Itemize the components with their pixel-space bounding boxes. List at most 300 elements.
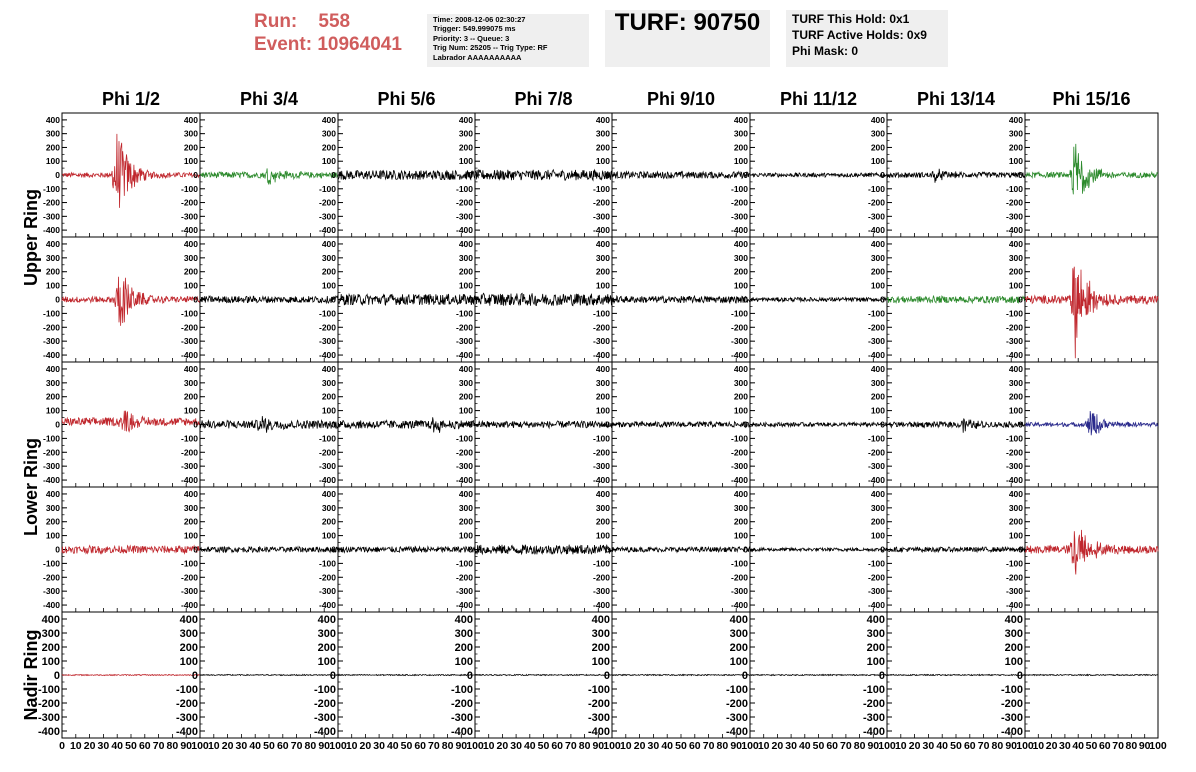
y-tick-label: -200 (318, 197, 336, 208)
y-tick-label: -100 (1005, 433, 1023, 444)
x-tick-label: 90 (318, 740, 331, 752)
x-tick-label: 70 (1112, 740, 1124, 752)
x-tick-label: 20 (908, 740, 921, 752)
x-tick-label: 90 (1005, 740, 1018, 752)
x-tick-label: 80 (853, 740, 866, 752)
y-tick-label: -300 (862, 711, 885, 724)
y-tick-label: 300 (870, 377, 885, 388)
x-tick-label: 70 (977, 740, 990, 752)
x-tick-label: 90 (1138, 740, 1151, 752)
y-tick-label: 400 (458, 114, 473, 125)
y-tick-label: -300 (592, 586, 610, 597)
y-tick-label: 400 (454, 613, 473, 626)
x-tick-label: 60 (688, 740, 701, 752)
waveform-trace (1025, 144, 1158, 195)
y-tick-label: 300 (1004, 627, 1023, 640)
x-tick-label: 40 (111, 740, 124, 752)
waveform-trace (475, 170, 612, 180)
y-tick-label: -200 (1000, 697, 1023, 710)
y-tick-label: 300 (591, 627, 610, 640)
y-tick-label: -300 (455, 461, 473, 472)
x-tick-label: 50 (125, 740, 137, 752)
x-tick-label: 30 (1059, 740, 1071, 752)
y-tick-label: -300 (867, 461, 885, 472)
column-title: Phi 5/6 (377, 89, 436, 109)
y-tick-label: 300 (321, 377, 336, 388)
y-tick-label: -200 (313, 697, 336, 710)
x-tick-label: 10 (482, 740, 495, 752)
y-tick-label: -300 (455, 336, 473, 347)
x-tick-label: 20 (221, 740, 234, 752)
y-tick-label: 400 (183, 114, 198, 125)
waveform-trace (338, 294, 475, 305)
y-tick-label: 200 (866, 641, 885, 654)
y-tick-label: 400 (321, 114, 336, 125)
y-tick-label: 100 (183, 156, 198, 167)
y-tick-label: 0 (331, 169, 336, 180)
y-tick-label: 100 (729, 655, 748, 668)
x-tick-label: 100 (191, 740, 209, 752)
y-tick-label: -100 (730, 433, 748, 444)
y-tick-label: 400 (1008, 488, 1023, 499)
x-tick-label: 20 (633, 740, 646, 752)
y-tick-label: 300 (595, 377, 610, 388)
y-tick-label: -100 (1000, 683, 1023, 696)
y-tick-label: -400 (1005, 475, 1023, 486)
y-tick-label: 0 (193, 169, 198, 180)
ring-label: Lower Ring (21, 438, 41, 536)
y-tick-label: 200 (591, 641, 610, 654)
y-tick-label: 0 (329, 669, 336, 682)
y-tick-label: 300 (317, 627, 336, 640)
waveform-trace (62, 411, 200, 432)
y-tick-label: -200 (862, 697, 885, 710)
y-tick-label: -300 (313, 711, 336, 724)
y-tick-label: 0 (53, 669, 60, 682)
y-tick-label: 300 (183, 502, 198, 513)
y-tick-label: 400 (321, 363, 336, 374)
x-tick-label: 10 (1032, 740, 1045, 752)
y-tick-label: -300 (180, 461, 198, 472)
x-tick-label: 50 (812, 740, 825, 752)
waveform-trace (62, 134, 200, 208)
y-tick-label: 0 (55, 419, 60, 430)
y-tick-label: 400 (183, 238, 198, 249)
x-tick-label: 70 (290, 740, 303, 752)
y-tick-label: 100 (458, 530, 473, 541)
waveform-trace (200, 296, 338, 303)
y-tick-label: -400 (1005, 350, 1023, 361)
y-tick-label: 0 (468, 419, 473, 430)
y-tick-label: -100 (730, 183, 748, 194)
y-tick-label: 400 (458, 363, 473, 374)
y-tick-label: -400 (592, 225, 610, 236)
y-tick-label: -100 (180, 183, 198, 194)
y-tick-label: 100 (454, 655, 473, 668)
y-tick-label: 200 (183, 142, 198, 153)
y-tick-label: 0 (1018, 419, 1023, 430)
y-tick-label: -300 (318, 211, 336, 222)
y-tick-label: -100 (180, 433, 198, 444)
y-tick-label: 0 (605, 294, 610, 305)
y-tick-label: -100 (725, 683, 748, 696)
x-tick-label: 10 (345, 740, 358, 752)
y-tick-label: 0 (1018, 294, 1023, 305)
y-tick-label: -300 (37, 711, 60, 724)
waveform-trace (338, 674, 475, 675)
ring-label: Upper Ring (21, 189, 41, 286)
y-tick-label: 400 (183, 363, 198, 374)
x-tick-label: 70 (428, 740, 440, 752)
x-tick-label: 70 (840, 740, 852, 752)
y-tick-label: -400 (42, 475, 60, 486)
x-tick-label: 80 (166, 740, 179, 752)
y-tick-label: 0 (55, 544, 60, 555)
y-tick-label: -100 (867, 183, 885, 194)
waveform-trace (62, 277, 200, 326)
y-tick-label: 200 (1008, 142, 1023, 153)
y-tick-label: -100 (455, 433, 473, 444)
y-tick-label: 0 (466, 669, 473, 682)
column-title: Phi 13/14 (916, 89, 996, 109)
x-tick-label: 60 (414, 740, 427, 752)
y-tick-label: 400 (321, 238, 336, 249)
y-tick-label: -200 (42, 572, 60, 583)
y-tick-label: 200 (183, 516, 198, 527)
y-tick-label: 0 (193, 544, 198, 555)
y-tick-label: 100 (733, 530, 748, 541)
waveform-trace (612, 296, 750, 303)
y-tick-label: -100 (42, 308, 60, 319)
y-tick-label: -300 (867, 211, 885, 222)
y-tick-label: 300 (733, 128, 748, 139)
y-tick-label: -300 (1005, 211, 1023, 222)
turf-this-hold: TURF This Hold: 0x1 (792, 12, 910, 26)
y-tick-label: -200 (1005, 447, 1023, 458)
y-tick-label: 0 (743, 169, 748, 180)
y-tick-label: -200 (42, 447, 60, 458)
x-tick-label: 50 (400, 740, 413, 752)
waveform-trace (887, 169, 1025, 183)
waveform-trace (612, 547, 750, 552)
y-tick-label: 200 (595, 142, 610, 153)
x-tick-label: 60 (138, 740, 151, 752)
y-tick-label: 100 (321, 280, 336, 291)
y-tick-label: -200 (592, 322, 610, 333)
y-tick-label: 400 (1008, 114, 1023, 125)
y-tick-label: -100 (455, 308, 473, 319)
y-tick-label: 300 (45, 377, 60, 388)
x-tick-label: 40 (1072, 740, 1085, 752)
y-tick-label: -300 (318, 461, 336, 472)
y-tick-label: 100 (733, 405, 748, 416)
column-title: Phi 15/16 (1052, 89, 1131, 109)
waveform-trace (200, 674, 338, 675)
y-tick-label: -300 (42, 211, 60, 222)
waveform-trace (1025, 530, 1158, 575)
y-tick-label: 100 (1008, 280, 1023, 291)
waveform-trace (612, 674, 750, 675)
y-tick-label: 400 (45, 363, 60, 374)
x-tick-label: 30 (647, 740, 660, 752)
y-tick-label: -400 (730, 225, 748, 236)
y-tick-label: 400 (1008, 238, 1023, 249)
y-tick-label: 200 (733, 391, 748, 402)
y-tick-label: -200 (730, 447, 748, 458)
y-tick-label: 300 (45, 252, 60, 263)
x-tick-label: 50 (1085, 740, 1098, 752)
y-tick-label: 0 (331, 544, 336, 555)
y-tick-label: 300 (45, 502, 60, 513)
y-tick-label: 100 (183, 405, 198, 416)
y-tick-label: 0 (880, 169, 885, 180)
x-tick-label: 0 (59, 740, 65, 752)
y-tick-label: -400 (862, 725, 885, 738)
y-tick-label: 300 (41, 627, 60, 640)
y-tick-label: 200 (870, 516, 885, 527)
y-tick-label: 100 (45, 405, 60, 416)
waveform-trace (200, 547, 338, 553)
x-tick-label: 30 (235, 740, 248, 752)
y-tick-label: -100 (862, 683, 885, 696)
y-tick-label: 100 (1008, 530, 1023, 541)
x-tick-label: 100 (741, 740, 759, 752)
y-tick-label: 200 (870, 142, 885, 153)
x-tick-label: 30 (785, 740, 797, 752)
y-tick-label: 300 (458, 377, 473, 388)
y-tick-label: 400 (733, 363, 748, 374)
run-label: Run: (254, 11, 298, 32)
y-tick-label: 400 (45, 114, 60, 125)
y-tick-label: 100 (458, 280, 473, 291)
y-tick-label: 200 (733, 266, 748, 277)
waveform-trace (612, 422, 750, 428)
y-tick-label: 400 (870, 114, 885, 125)
waveform-trace (750, 674, 887, 675)
y-tick-label: -300 (592, 461, 610, 472)
y-tick-label: -400 (592, 600, 610, 611)
y-tick-label: 200 (458, 142, 473, 153)
y-tick-label: -300 (867, 336, 885, 347)
y-tick-label: 0 (743, 294, 748, 305)
y-tick-label: -100 (37, 683, 60, 696)
y-tick-label: 100 (458, 405, 473, 416)
y-tick-label: -400 (867, 350, 885, 361)
y-tick-label: -300 (730, 461, 748, 472)
y-tick-label: 400 (866, 613, 885, 626)
y-tick-label: 400 (870, 238, 885, 249)
y-tick-label: -200 (867, 447, 885, 458)
y-tick-label: -400 (318, 475, 336, 486)
y-tick-label: 100 (866, 655, 885, 668)
x-tick-label: 70 (702, 740, 715, 752)
x-tick-label: 20 (1045, 740, 1058, 752)
waveform-trace (750, 297, 887, 301)
y-tick-label: 100 (321, 156, 336, 167)
y-tick-label: 300 (870, 128, 885, 139)
y-tick-label: 400 (595, 114, 610, 125)
y-tick-label: 400 (870, 363, 885, 374)
y-tick-label: -300 (455, 211, 473, 222)
y-tick-label: -200 (455, 572, 473, 583)
y-tick-label: 200 (729, 641, 748, 654)
y-tick-label: 300 (1008, 252, 1023, 263)
y-tick-label: 300 (1008, 377, 1023, 388)
y-tick-label: -100 (587, 683, 610, 696)
y-tick-label: -400 (455, 350, 473, 361)
y-tick-label: -400 (1005, 600, 1023, 611)
y-tick-label: -100 (1005, 308, 1023, 319)
y-tick-label: 300 (321, 128, 336, 139)
y-tick-label: 200 (1008, 391, 1023, 402)
y-tick-label: -400 (180, 350, 198, 361)
y-tick-label: 300 (870, 252, 885, 263)
y-tick-label: -400 (42, 225, 60, 236)
y-tick-label: 300 (595, 502, 610, 513)
y-tick-label: 0 (1016, 669, 1023, 682)
y-tick-label: 0 (331, 294, 336, 305)
y-tick-label: -200 (592, 572, 610, 583)
y-tick-label: 0 (605, 169, 610, 180)
y-tick-label: -300 (42, 586, 60, 597)
y-tick-label: 100 (1004, 655, 1023, 668)
y-tick-label: 400 (733, 488, 748, 499)
y-tick-label: 0 (741, 669, 748, 682)
x-tick-label: 60 (963, 740, 976, 752)
x-tick-label: 80 (991, 740, 1004, 752)
y-tick-label: 0 (603, 669, 610, 682)
y-tick-label: 100 (41, 655, 60, 668)
y-tick-label: -400 (37, 725, 60, 738)
y-tick-label: 0 (193, 294, 198, 305)
y-tick-label: -400 (42, 600, 60, 611)
y-tick-label: 200 (733, 516, 748, 527)
y-tick-label: -200 (455, 322, 473, 333)
x-tick-label: 50 (263, 740, 275, 752)
y-tick-label: 400 (595, 363, 610, 374)
y-tick-label: -200 (180, 572, 198, 583)
y-tick-label: -400 (318, 225, 336, 236)
y-tick-label: 300 (183, 377, 198, 388)
y-tick-label: 0 (331, 419, 336, 430)
y-tick-label: 300 (1008, 502, 1023, 513)
y-tick-label: 400 (183, 488, 198, 499)
waveform-trace (475, 545, 612, 555)
y-tick-label: -300 (587, 711, 610, 724)
y-tick-label: -400 (1000, 725, 1023, 738)
y-tick-label: -200 (455, 197, 473, 208)
y-tick-label: 300 (454, 627, 473, 640)
y-tick-label: -400 (450, 725, 473, 738)
y-tick-label: -100 (1005, 183, 1023, 194)
waveform-trace (750, 173, 887, 177)
y-tick-label: 200 (45, 266, 60, 277)
y-tick-label: -200 (730, 572, 748, 583)
x-tick-label: 100 (329, 740, 347, 752)
y-tick-label: 400 (45, 488, 60, 499)
y-tick-label: -100 (450, 683, 473, 696)
y-tick-label: -200 (180, 197, 198, 208)
y-tick-label: 200 (321, 266, 336, 277)
y-tick-label: -300 (730, 336, 748, 347)
waveform-trace (62, 546, 200, 554)
y-tick-label: 200 (1004, 641, 1023, 654)
x-tick-label: 20 (771, 740, 784, 752)
y-tick-label: -400 (180, 600, 198, 611)
y-tick-label: 100 (733, 280, 748, 291)
y-tick-label: -200 (725, 697, 748, 710)
x-tick-label: 50 (537, 740, 550, 752)
y-tick-label: -100 (318, 558, 336, 569)
y-tick-label: -300 (42, 336, 60, 347)
y-tick-label: -200 (42, 197, 60, 208)
waveform-trace (475, 674, 612, 675)
y-tick-label: 400 (321, 488, 336, 499)
y-tick-label: -100 (42, 433, 60, 444)
y-tick-label: -100 (313, 683, 336, 696)
y-tick-label: -300 (1000, 711, 1023, 724)
y-tick-label: -100 (42, 183, 60, 194)
y-tick-label: -300 (180, 211, 198, 222)
info-trig-num: Trig Num: 25205 -- Trig Type: RF (433, 43, 548, 53)
y-tick-label: -300 (175, 711, 198, 724)
y-tick-label: -100 (175, 683, 198, 696)
y-tick-label: 200 (870, 266, 885, 277)
y-tick-label: 200 (321, 391, 336, 402)
turf-label: TURF: 90750 (614, 9, 761, 36)
y-tick-label: 300 (458, 502, 473, 513)
y-tick-label: 0 (1018, 544, 1023, 555)
waveform-trace (750, 422, 887, 426)
y-tick-label: 400 (458, 488, 473, 499)
y-tick-label: -300 (1005, 336, 1023, 347)
y-tick-label: 0 (880, 419, 885, 430)
y-tick-label: 100 (183, 530, 198, 541)
y-tick-label: 0 (743, 419, 748, 430)
y-tick-label: 300 (183, 128, 198, 139)
waveform-trace (887, 419, 1025, 433)
phi-mask: Phi Mask: 0 (792, 44, 859, 58)
y-tick-label: -300 (318, 336, 336, 347)
y-tick-label: -100 (867, 308, 885, 319)
y-tick-label: -400 (592, 475, 610, 486)
x-tick-label: 60 (1098, 740, 1111, 752)
y-tick-label: -300 (592, 211, 610, 222)
y-tick-label: 400 (179, 613, 198, 626)
y-tick-label: -200 (867, 197, 885, 208)
y-tick-label: -200 (42, 322, 60, 333)
y-tick-label: -100 (318, 183, 336, 194)
y-tick-label: -300 (730, 211, 748, 222)
y-tick-label: 300 (45, 128, 60, 139)
y-tick-label: 300 (458, 128, 473, 139)
y-tick-label: -400 (318, 600, 336, 611)
x-tick-label: 50 (675, 740, 687, 752)
y-tick-label: 400 (458, 238, 473, 249)
y-tick-label: 100 (1008, 156, 1023, 167)
y-tick-label: 300 (179, 627, 198, 640)
waveform-trace (1025, 267, 1158, 359)
x-tick-label: 10 (757, 740, 770, 752)
y-tick-label: 400 (595, 488, 610, 499)
y-tick-label: -100 (455, 558, 473, 569)
y-tick-label: -200 (318, 447, 336, 458)
x-tick-label: 80 (716, 740, 729, 752)
y-tick-label: 300 (321, 502, 336, 513)
y-tick-label: 400 (591, 613, 610, 626)
x-tick-label: 100 (603, 740, 621, 752)
y-tick-label: -300 (730, 586, 748, 597)
